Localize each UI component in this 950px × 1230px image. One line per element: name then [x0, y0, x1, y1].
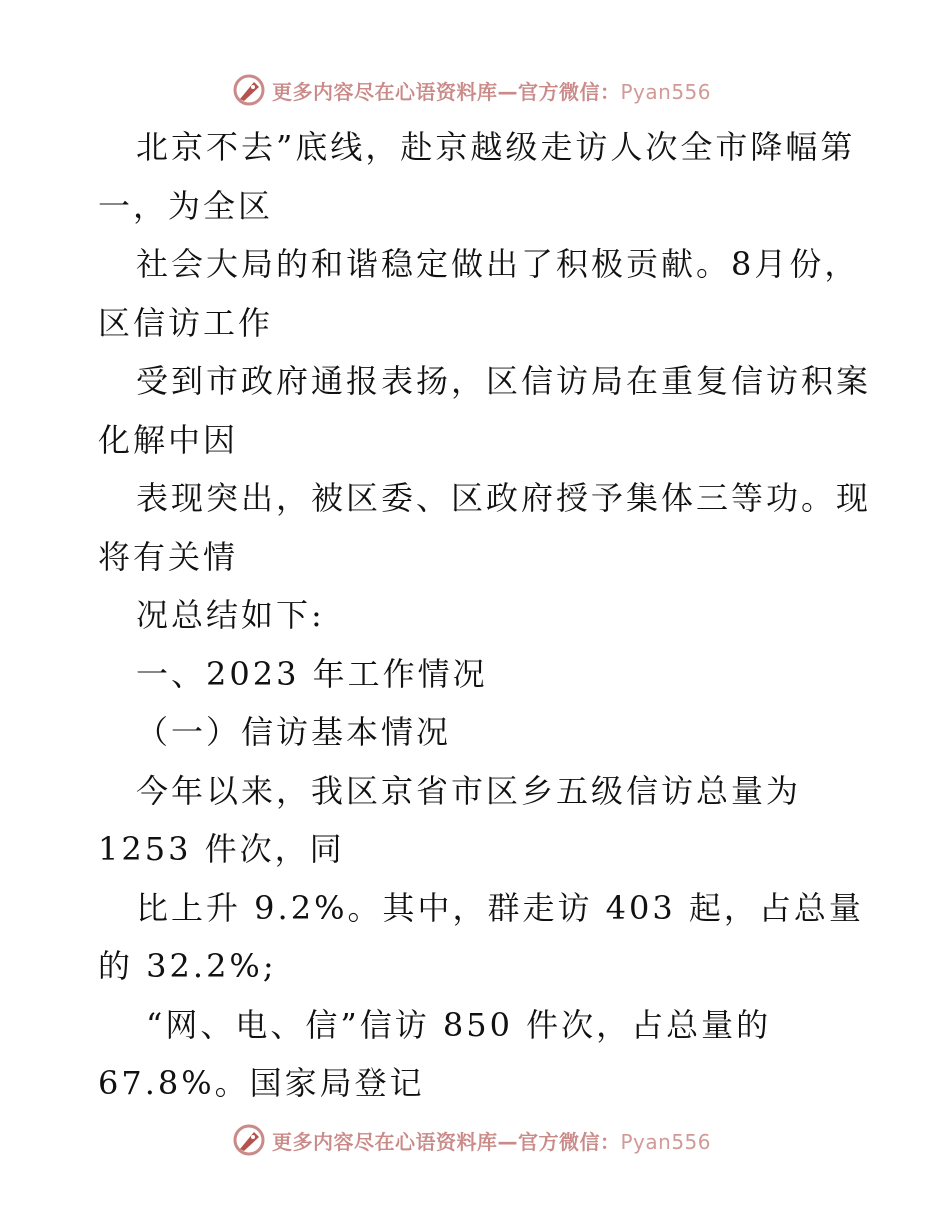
body-line: 67.8%。国家局登记 [98, 1064, 425, 1102]
body-line: 今年以来，我区京省市区乡五级信访总量为 [136, 771, 802, 810]
footer-wechat-id: Pyan556 [620, 1129, 712, 1154]
subsection-heading: （一）信访基本情况 [136, 713, 452, 751]
document-body [98, 118, 872, 1113]
pen-nib-icon [232, 73, 266, 107]
body-line: 况总结如下: [136, 596, 325, 634]
section-heading: 一、2023 年工作情况 [136, 654, 488, 693]
body-line: 表现突出，被区委、区政府授予集体三等功。现 [136, 479, 872, 517]
footer-banner-text: 更多内容尽在心语资料库—官方微信：Pyan556 [272, 1129, 712, 1154]
body-line: 化解中因 [98, 420, 239, 459]
body-line: 社会大局的和谐稳定做出了积极贡献。8月份， [136, 245, 860, 283]
body-line: 将有关情 [98, 537, 239, 576]
body-line: 一，为全区 [98, 186, 274, 225]
body-line: 北京不去”底线，赴京越级走访人次全市降幅第 [136, 128, 856, 166]
body-line: 受到市政府通报表扬，区信访局在重复信访积案 [136, 362, 872, 400]
body-line: 比上升 9.2%。其中，群走访 403 起，占总量 [136, 888, 864, 927]
footer-watermark-banner [232, 1120, 732, 1160]
body-line: “网、电、信”信访 850 件次，占总量的 [146, 1005, 772, 1044]
header-watermark-banner [232, 70, 732, 110]
header-wechat-id: Pyan556 [620, 79, 712, 104]
pen-nib-icon [232, 1123, 266, 1157]
header-banner-text: 更多内容尽在心语资料库—官方微信：Pyan556 [272, 79, 712, 104]
body-line: 的 32.2%; [98, 947, 277, 985]
body-line: 1253 件次，同 [98, 830, 345, 868]
body-line: 区信访工作 [98, 303, 274, 342]
